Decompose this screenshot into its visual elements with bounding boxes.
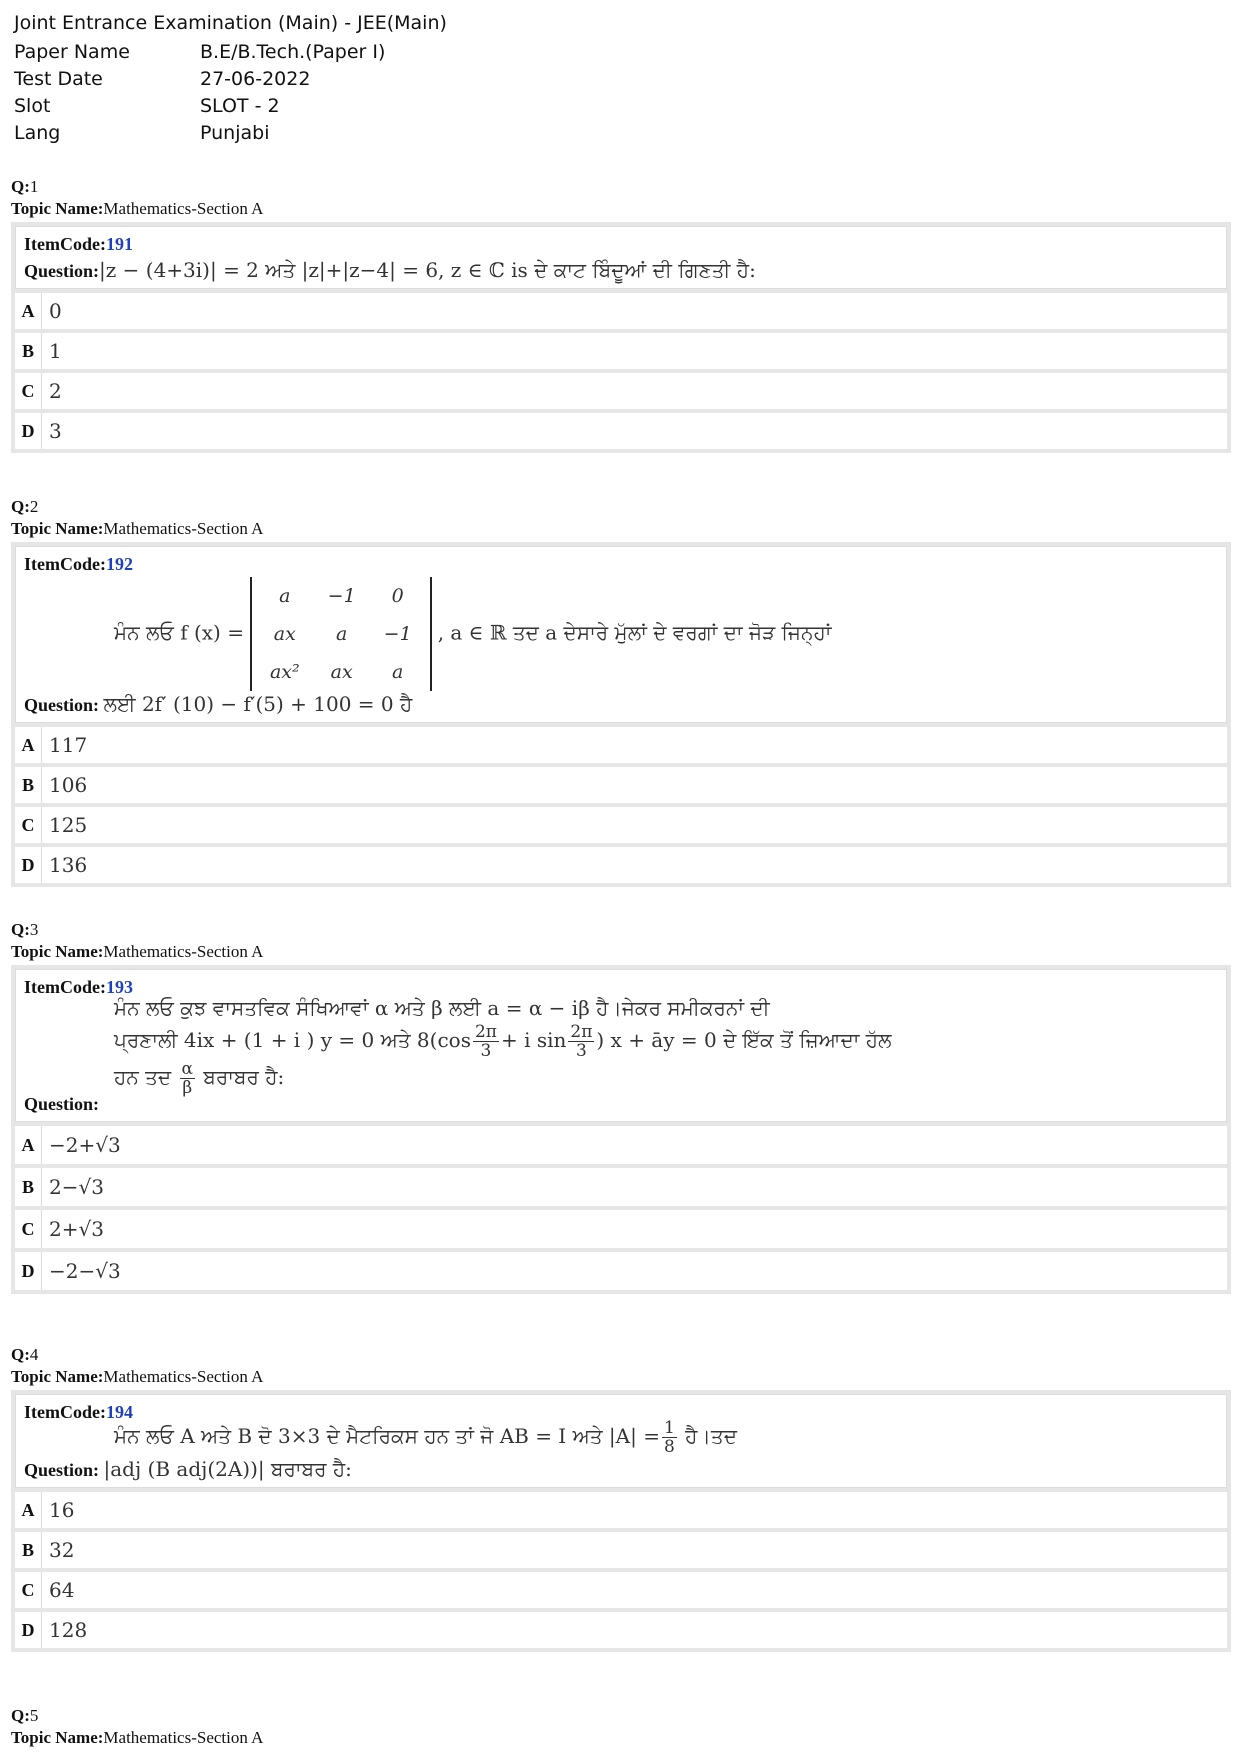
option-letter: B bbox=[15, 1532, 42, 1568]
option-value: 2 bbox=[49, 379, 62, 403]
item-code: 194 bbox=[105, 1402, 133, 1422]
question-text-part: ਪ੍ਰਣਾਲੀ 4ix + (1 + i ) y = 0 ਅਤੇ 8(cos bbox=[114, 1028, 471, 1052]
question-number: 5 bbox=[29, 1706, 39, 1725]
info-row bbox=[14, 120, 385, 147]
question-number: 4 bbox=[29, 1345, 39, 1364]
option-letter: C bbox=[15, 373, 42, 409]
fraction: $\frac{2\pi}{3}$ bbox=[474, 1022, 497, 1061]
option-letter: A bbox=[15, 1492, 42, 1528]
option-letter: C bbox=[15, 1210, 42, 1248]
question-block bbox=[11, 919, 1231, 1294]
option-value: 2+√3 bbox=[49, 1217, 104, 1241]
item-code-label: ItemCode: bbox=[24, 1402, 106, 1422]
matrix-cell: 0 bbox=[391, 585, 404, 607]
options-list bbox=[15, 1122, 1227, 1290]
option-letter: B bbox=[15, 1168, 42, 1206]
option-row[interactable] bbox=[15, 373, 1227, 413]
option-value: −2+√3 bbox=[49, 1133, 121, 1157]
question-text-pre: ਮੰਨ ਲਓ f (x) = bbox=[114, 620, 244, 645]
topic-name: Mathematics-Section A bbox=[103, 1367, 264, 1386]
question-label: Question: bbox=[24, 261, 100, 281]
matrix-cell: ax bbox=[273, 623, 296, 645]
info-key: Test Date bbox=[14, 68, 103, 90]
topic-name: Mathematics-Section A bbox=[103, 519, 264, 538]
option-value: 125 bbox=[49, 813, 88, 837]
option-letter: A bbox=[15, 293, 42, 329]
matrix-cell: ax² bbox=[269, 661, 300, 683]
question-number: 3 bbox=[29, 920, 39, 939]
question-label: Question: bbox=[24, 1094, 100, 1114]
option-value: 136 bbox=[49, 853, 88, 877]
question-block bbox=[11, 1705, 1231, 1749]
question-text-line2: |adj (B adj(2A))| ਬਰਾਬਰ ਹੈ: bbox=[103, 1457, 352, 1481]
item-code-label: ItemCode: bbox=[24, 977, 106, 997]
topic-name: Mathematics-Section A bbox=[103, 199, 264, 218]
info-key: Paper Name bbox=[14, 41, 130, 63]
info-key: Slot bbox=[14, 95, 51, 117]
question-text-part: ਮੰਨ ਲਓ A ਅਤੇ B ਦੋ 3×3 ਦੇ ਮੈਟਰਿਕਸ ਹਨ ਤਾਂ ਜੋ AB = I ਅਤੇ |A| = bbox=[114, 1424, 660, 1448]
option-row[interactable] bbox=[15, 333, 1227, 373]
question-label: Question: bbox=[24, 1460, 100, 1480]
option-letter: D bbox=[15, 1252, 42, 1290]
option-row[interactable] bbox=[15, 1532, 1227, 1572]
matrix-cell: ax bbox=[330, 661, 353, 683]
option-value: 64 bbox=[49, 1578, 75, 1602]
question-text-part: + i sin bbox=[500, 1028, 567, 1052]
info-value: SLOT - 2 bbox=[200, 95, 280, 117]
q-prefix: Q: bbox=[11, 497, 30, 516]
info-row bbox=[14, 66, 385, 93]
question-number: 1 bbox=[29, 177, 39, 196]
question-text-part: ) x + āy = 0 ਦੇ ਇੱਕ ਤੋਂ ਜ਼ਿਆਦਾ ਹੱਲ bbox=[596, 1028, 892, 1052]
item-code: 191 bbox=[105, 234, 133, 254]
exam-header bbox=[14, 10, 447, 147]
question-block bbox=[11, 176, 1231, 453]
q-prefix: Q: bbox=[11, 1706, 30, 1725]
fraction: $\frac{1}{8}$ bbox=[663, 1418, 675, 1457]
q-prefix: Q: bbox=[11, 177, 30, 196]
option-letter: D bbox=[15, 1612, 42, 1648]
topic-label: Topic Name: bbox=[11, 1728, 104, 1747]
option-value: 117 bbox=[49, 733, 88, 757]
question-text-part: ਬਰਾਬਰ ਹੈ: bbox=[203, 1065, 285, 1089]
topic-name: Mathematics-Section A bbox=[103, 942, 264, 961]
item-code: 193 bbox=[105, 977, 133, 997]
option-row[interactable] bbox=[15, 413, 1227, 449]
exam-title: Joint Entrance Examination (Main) - JEE(Main) bbox=[14, 12, 447, 34]
option-letter: A bbox=[15, 727, 42, 763]
option-value: 2−√3 bbox=[49, 1175, 104, 1199]
q-prefix: Q: bbox=[11, 920, 30, 939]
item-code-label: ItemCode: bbox=[24, 234, 106, 254]
options-list bbox=[15, 289, 1227, 449]
question-text-part: ਹੈ।ਤਦ bbox=[685, 1424, 737, 1448]
option-value: 0 bbox=[49, 299, 62, 323]
info-row bbox=[14, 93, 385, 120]
option-row[interactable] bbox=[15, 1168, 1227, 1210]
question-card bbox=[11, 965, 1231, 1294]
matrix-cell: a bbox=[279, 585, 291, 607]
question-text-line2: ਲਈ 2f′ (10) − f′(5) + 100 = 0 ਹੈ bbox=[103, 692, 413, 716]
option-letter: D bbox=[15, 413, 42, 449]
question-card bbox=[11, 542, 1231, 887]
option-letter: C bbox=[15, 807, 42, 843]
determinant bbox=[250, 577, 432, 691]
question-card bbox=[11, 222, 1231, 453]
option-row[interactable] bbox=[15, 727, 1227, 767]
matrix-cell: −1 bbox=[327, 585, 356, 607]
option-value: 128 bbox=[49, 1618, 88, 1642]
question-text: |z − (4+3i)| = 2 ਅਤੇ |z|+|z−4| = 6, z ∈ ℂ is ਦੇ ਕਾਟ ਬਿੰਦੂਆਂ ਦੀ ਗਿਣਤੀ ਹੈ: bbox=[99, 258, 756, 282]
question-label: Question: bbox=[24, 695, 100, 715]
option-row[interactable] bbox=[15, 1572, 1227, 1612]
option-row[interactable] bbox=[15, 1492, 1227, 1532]
question-text-line1: ਮੰਨ ਲਓ ਕੁਝ ਵਾਸਤਵਿਕ ਸੰਖਿਆਵਾਂ α ਅਤੇ β ਲਈ a = α − iβ ਹੈ।ਜੇਕਰ ਸਮੀਕਰਨਾਂ ਦੀ bbox=[114, 996, 770, 1020]
option-letter: B bbox=[15, 767, 42, 803]
option-row[interactable] bbox=[15, 1612, 1227, 1648]
options-list bbox=[15, 1488, 1227, 1648]
topic-label: Topic Name: bbox=[11, 942, 104, 961]
option-letter: D bbox=[15, 847, 42, 883]
option-value: 3 bbox=[49, 419, 62, 443]
matrix-cell: −1 bbox=[383, 623, 412, 645]
options-list bbox=[15, 723, 1227, 883]
info-value: B.E/B.Tech.(Paper I) bbox=[200, 41, 386, 63]
topic-label: Topic Name: bbox=[11, 519, 104, 538]
option-row[interactable] bbox=[15, 293, 1227, 333]
info-key: Lang bbox=[14, 122, 61, 144]
option-row[interactable] bbox=[15, 807, 1227, 847]
fraction: $\frac{\alpha}{\beta}$ bbox=[181, 1059, 194, 1098]
option-row[interactable] bbox=[15, 847, 1227, 883]
question-block bbox=[11, 496, 1231, 887]
topic-label: Topic Name: bbox=[11, 1367, 104, 1386]
info-value: Punjabi bbox=[200, 122, 270, 144]
option-value: −2−√3 bbox=[49, 1259, 121, 1283]
item-code: 192 bbox=[105, 554, 133, 574]
option-value: 1 bbox=[49, 339, 62, 363]
option-row[interactable] bbox=[15, 1210, 1227, 1252]
option-value: 16 bbox=[49, 1498, 75, 1522]
question-card bbox=[11, 1390, 1231, 1652]
fraction: $\frac{2\pi}{3}$ bbox=[570, 1022, 593, 1061]
option-letter: C bbox=[15, 1572, 42, 1608]
option-value: 32 bbox=[49, 1538, 75, 1562]
topic-name: Mathematics-Section A bbox=[103, 1728, 264, 1747]
question-number: 2 bbox=[29, 497, 39, 516]
option-value: 106 bbox=[49, 773, 88, 797]
item-code-label: ItemCode: bbox=[24, 554, 106, 574]
matrix-cell: a bbox=[392, 661, 404, 683]
info-row bbox=[14, 39, 385, 66]
question-text-part: ਹਨ ਤਦ bbox=[114, 1065, 172, 1089]
option-row[interactable] bbox=[15, 1126, 1227, 1168]
topic-label: Topic Name: bbox=[11, 199, 104, 218]
question-text-post: , a ∈ ℝ ਤਦ a ਦੇਸਾਰੇ ਮੁੱਲਾਂ ਦੇ ਵਰਗਾਂ ਦਾ ਜੋੜ ਜਿਨ੍ਹਾਂ bbox=[437, 620, 832, 645]
matrix-cell: a bbox=[336, 623, 348, 645]
option-letter: B bbox=[15, 333, 42, 369]
q-prefix: Q: bbox=[11, 1345, 30, 1364]
option-row[interactable] bbox=[15, 1252, 1227, 1290]
info-value: 27-06-2022 bbox=[200, 68, 311, 90]
exam-info-table bbox=[14, 39, 385, 147]
option-row[interactable] bbox=[15, 767, 1227, 807]
option-letter: A bbox=[15, 1126, 42, 1164]
question-block bbox=[11, 1344, 1231, 1652]
